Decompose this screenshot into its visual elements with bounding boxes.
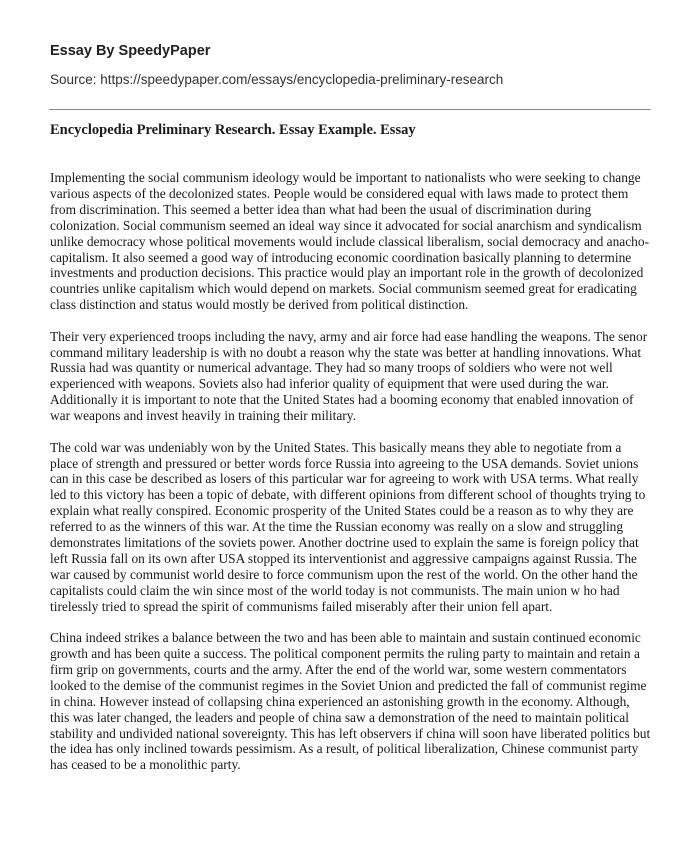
essay-body bbox=[50, 170, 652, 789]
essay-paragraph-4: China indeed strikes a balance between the two and has been able to maintain and sustain continued economic growth and has been quite a success. The political component permits the ruling party to maintain and retain a firm grip on governments, courts and the army. After the end of the world war, some western commentators looked to the demise of the communist regimes in the Soviet Union and predicted the fall of communist regime in china. However instead of collapsing china experienced an astonishing growth in the economy. Although, this was later changed, the leaders and people of china saw a demonstration of the need to maintain political stability and undivided national sovereignty. This has left observers if china will soon have liberated politics but the idea has only inclined towards pessimism. As a result, of political liberalization, Chinese communist party has ceased to be a monolithic party. bbox=[50, 630, 651, 773]
essay-paragraph-1: Implementing the social communism ideology would be important to nationalists who were seeking to change various aspects of the decolonized states. People would be considered equal with laws made to protect them from discrimination. This seemed a better idea than what had been the usual of discrimination during colonization. Social communism seemed an ideal way since it advocated for social anarchism and syndicalism unlike democracy whose political movements would include classical liberalism, social democracy and anacho-capitalism. It also seemed a good way of introducing economic coordination basically planning to determine investments and production decisions. This practice would play an important role in the growth of decolonized countries unlike capitalism which would depend on markets. Social communism seemed great for eradicating class distinction and status would mostly be derived from political distinction. bbox=[50, 170, 650, 313]
essay-paragraph-3: The cold war was undeniably won by the United States. This basically means they able to negotiate from a place of strength and pressured or better words force Russia into agreeing to the USA demands. Soviet unions can in this case be described as losers of this particular war for agreeing to work with USA terms. What really led to this victory has been a topic of debate, with different opinions from different school of thoughts trying to explain what really conspired. Economic prosperity of the United States could be a reason as to why they are referred to as the winners of this war. At the time the Russian economy was really on a slow and struggling demonstrates limitations of the soviets power. Another doctrine used to explain the same is foreign policy that left Russia fall on its own after USA stopped its interventionist and aggressive campaigns against Russia. The war caused by communist world desire to force communism upon the rest of the world. On the other hand the capitalists could claim the win since most of the world today is not communists. The main union w ho had tirelessly tried to spread the spirit of communisms failed miserably after their union fell apart. bbox=[50, 439, 646, 614]
essay-title: Encyclopedia Preliminary Research. Essay Example. Essay bbox=[50, 122, 416, 138]
header-divider bbox=[49, 109, 651, 110]
site-header-title: Essay By SpeedyPaper bbox=[50, 43, 211, 59]
essay-paragraph-2: Their very experienced troops including the navy, army and air force had ease handling the weapons. The senor command military leadership is with no doubt a reason why the state was better at handling innovations. What Russia had was quantity or numerical advantage. They had so many troops of soldiers who were not well experienced with weapons. Soviets also had inferior quality of equipment that were used during the war. Additionally it is important to note that the United States had a booming economy that enabled innovation of war weapons and invest heavily in training their military. bbox=[50, 328, 648, 424]
source-line: Source: https://speedypaper.com/essays/encyclopedia-preliminary-research bbox=[50, 72, 504, 87]
